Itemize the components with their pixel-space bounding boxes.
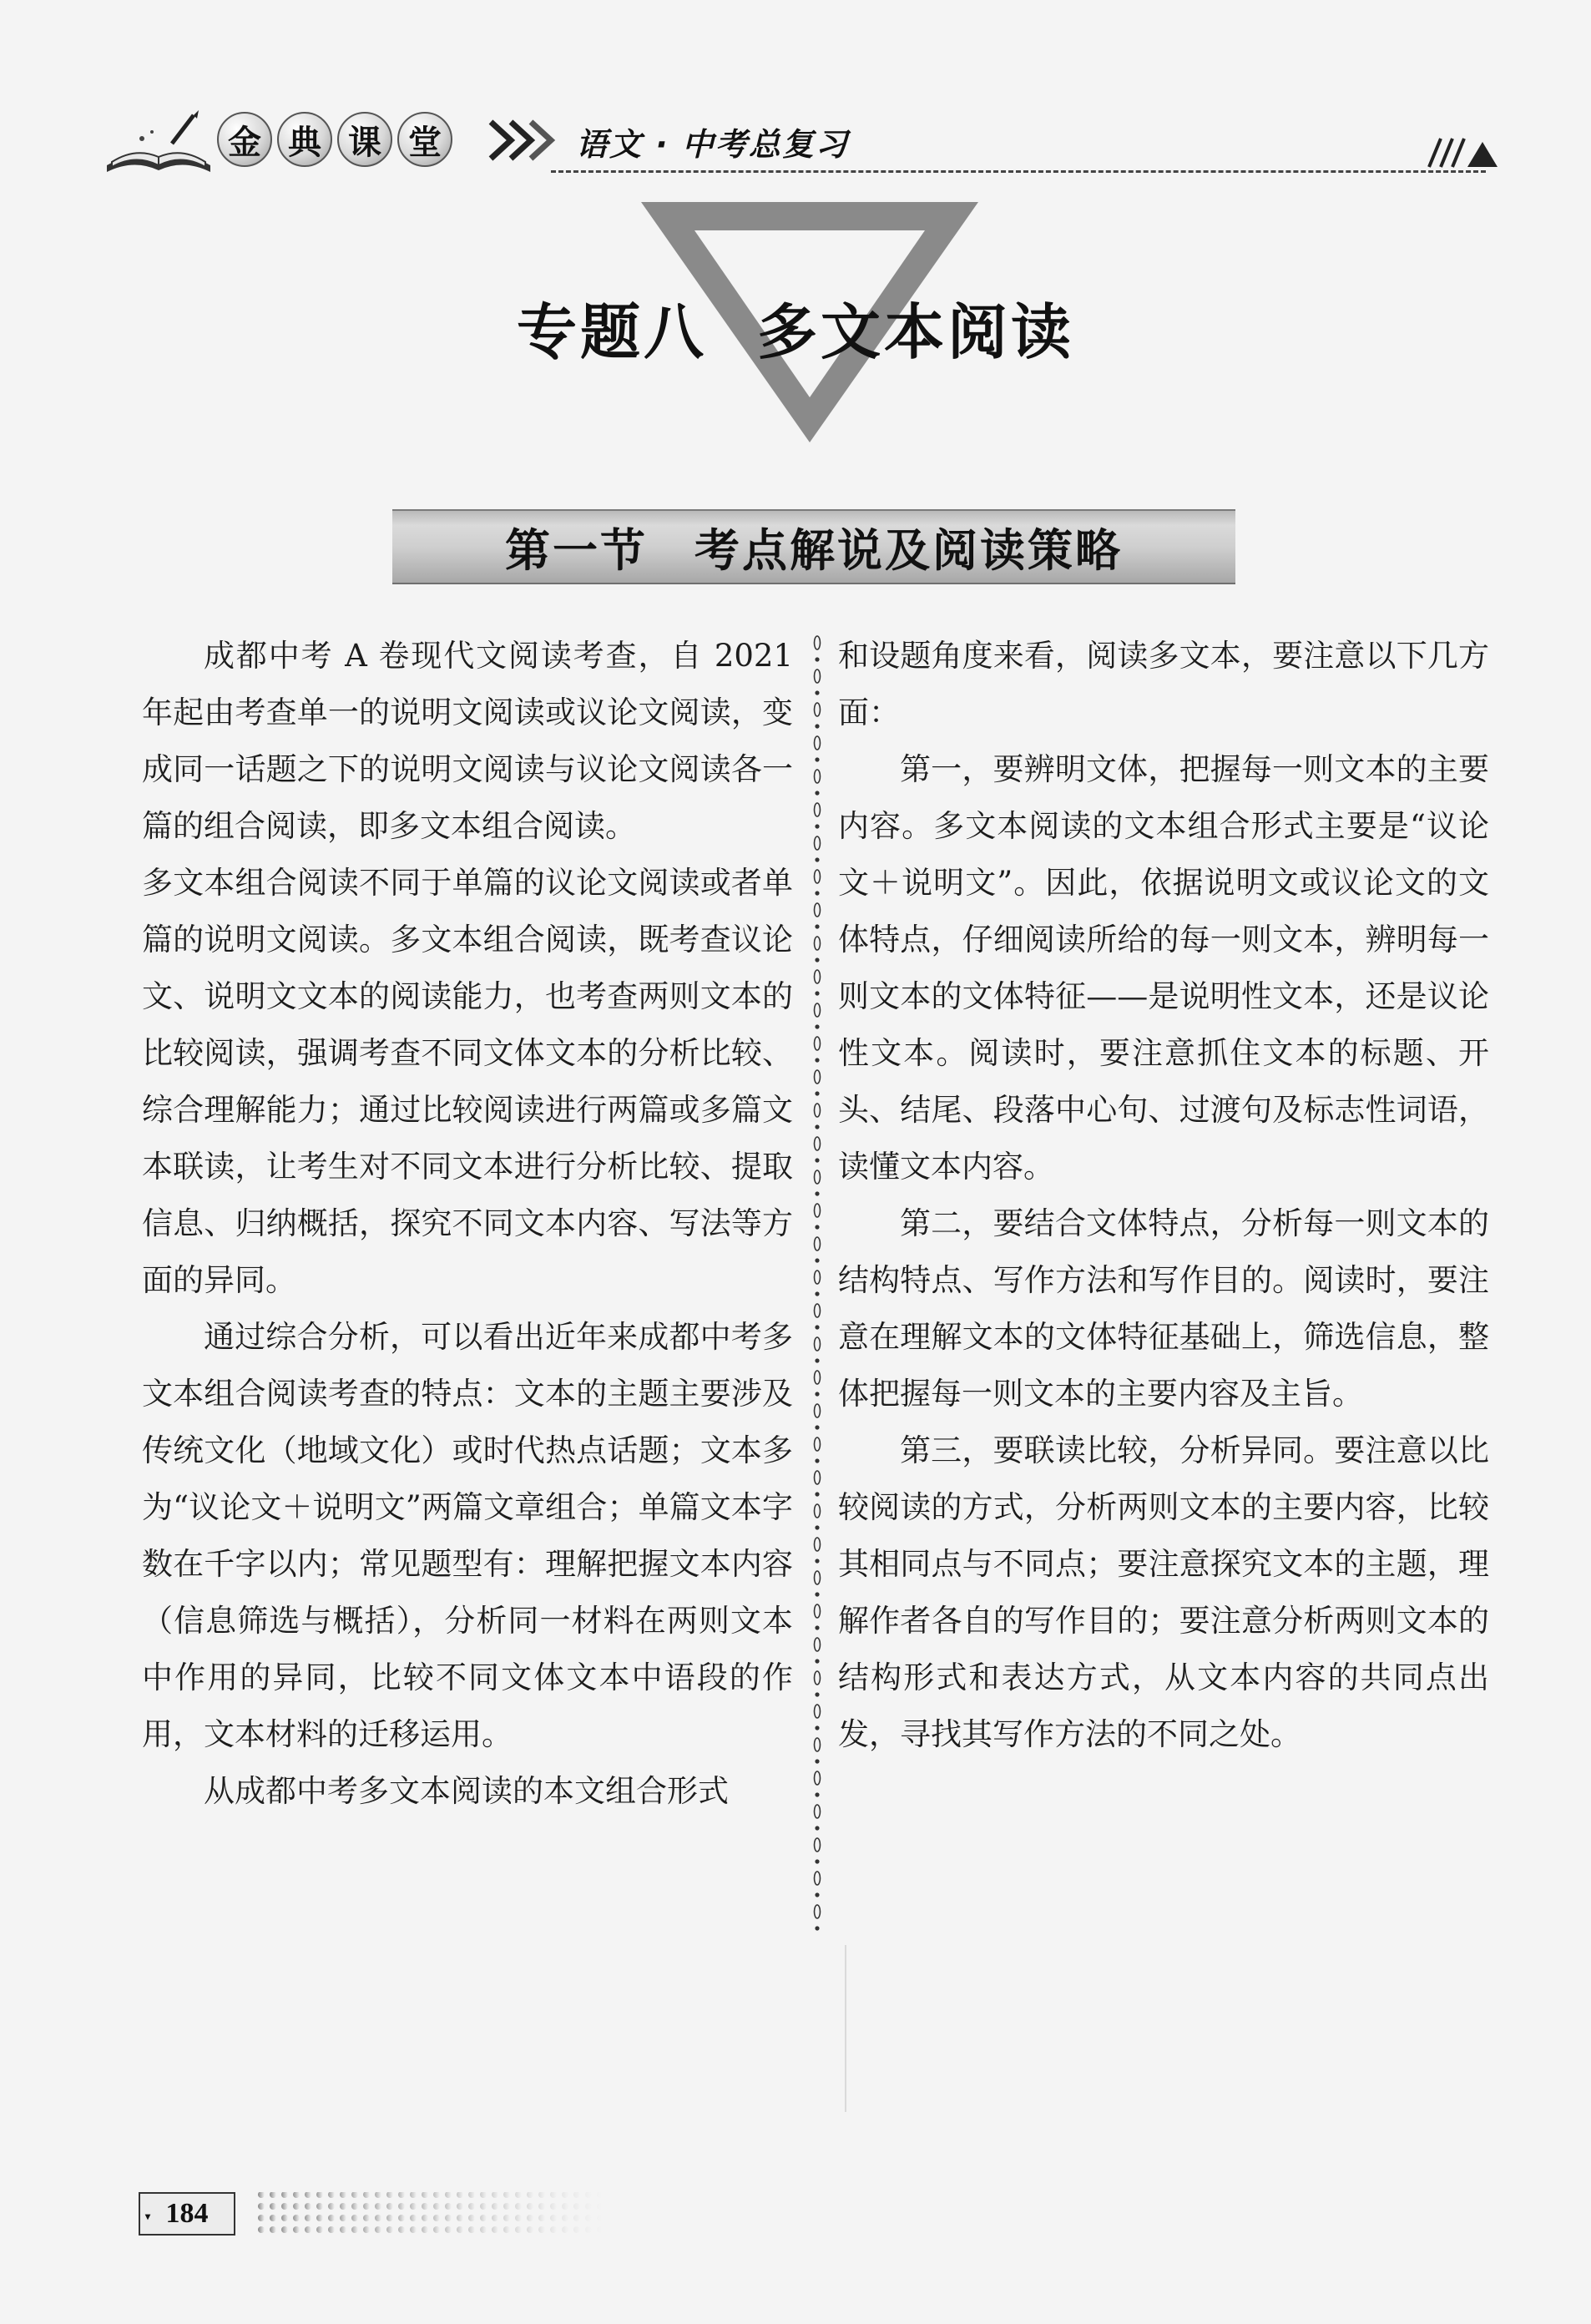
paragraph: 和设题角度来看，阅读多文本，要注意以下几方面： bbox=[838, 638, 1489, 730]
left-column bbox=[142, 628, 793, 1820]
brand-char: 课 bbox=[337, 112, 392, 167]
chapter-title bbox=[0, 284, 1591, 371]
paragraph: 通过综合分析，可以看出近年来成都中考多文本组合阅读考查的特点：文本的主题主要涉及传统文化（地域文化）或时代热点话题；文本多为“议论文＋说明文”两篇文章组合；单篇文本字数在千字以内；常见题型有：理解把握文本内容（信息筛选与概括），分析同一材料在两则文本中作用的异同，比较不同文体文本中语段的作用，文本材料的迁移运用。 bbox=[142, 1319, 793, 1752]
page-number: 184 bbox=[165, 2198, 209, 2229]
brand-char: 金 bbox=[217, 112, 272, 167]
brand-char: 堂 bbox=[397, 112, 452, 167]
double-chevron-icon bbox=[486, 115, 566, 165]
triangle-marker-icon: ▾ bbox=[145, 2210, 151, 2222]
subject-label: 语文 · 中考总复习 bbox=[576, 126, 849, 163]
section-number: 第一节 bbox=[505, 523, 648, 577]
paragraph: 成都中考 A 卷现代文阅读考查，自 2021 年起由考查单一的说明文阅读或议论文阅读，变成同一话题之下的说明文阅读与议论文阅读各一篇的组合阅读，即多文本组合阅读。 bbox=[142, 638, 793, 844]
chapter-name: 多文本阅读 bbox=[757, 297, 1075, 367]
section-heading bbox=[392, 509, 1235, 584]
dot-pattern-decoration bbox=[255, 2189, 606, 2239]
brand-char: 典 bbox=[277, 112, 332, 167]
column-divider-faint bbox=[845, 1945, 846, 2112]
section-name: 考点解说及阅读策略 bbox=[694, 523, 1123, 577]
header-rule bbox=[551, 170, 1486, 173]
column-divider bbox=[811, 634, 823, 1937]
page-number-box bbox=[139, 2192, 235, 2236]
running-header bbox=[100, 100, 1486, 184]
open-book-icon bbox=[100, 107, 217, 182]
right-column bbox=[838, 628, 1489, 1763]
paragraph: 多文本组合阅读不同于单篇的议论文阅读或者单篇的说明文阅读。多文本组合阅读，既考查议论文、说明文文本的阅读能力，也考查两则文本的比较阅读，强调考查不同文体文本的分析比较、综合理解能力；通过比较阅读进行两篇或多篇文本联读，让考生对不同文本进行分析比较、提取信息、归纳概括，探究不同文本内容、写法等方面的异同。 bbox=[142, 865, 793, 1298]
paragraph: 从成都中考多文本阅读的本文组合形式 bbox=[204, 1773, 729, 1809]
paragraph: 第二，要结合文体特点，分析每一则文本的结构特点、写作方法和写作目的。阅读时，要注意在理解文本的文体特征基础上，筛选信息，整体把握每一则文本的主要内容及主旨。 bbox=[838, 1205, 1489, 1412]
brand-logo bbox=[217, 107, 452, 174]
paragraph: 第三，要联读比较，分析异同。要注意以比较阅读的方式，分析两则文本的主要内容，比较其相同点与不同点；要注意探究文本的主题，理解作者各自的写作目的；要注意分析两则文本的结构形式和表达方式，从文本内容的共同点出发，寻找其写作方法的不同之处。 bbox=[838, 1432, 1489, 1752]
paragraph: 第一，要辨明文体，把握每一则文本的主要内容。多文本阅读的文本组合形式主要是“议论文＋说明文”。因此，依据说明文或议论文的文体特点，仔细阅读所给的每一则文本，辨明每一则文本的文体特征——是说明性文本，还是议论性文本。阅读时，要注意抓住文本的标题、开头、结尾、段落中心句、过渡句及标志性词语，读懂文本内容。 bbox=[838, 751, 1489, 1185]
slash-triangle-icon bbox=[1419, 130, 1503, 172]
chapter-number: 专题八 bbox=[516, 297, 707, 367]
